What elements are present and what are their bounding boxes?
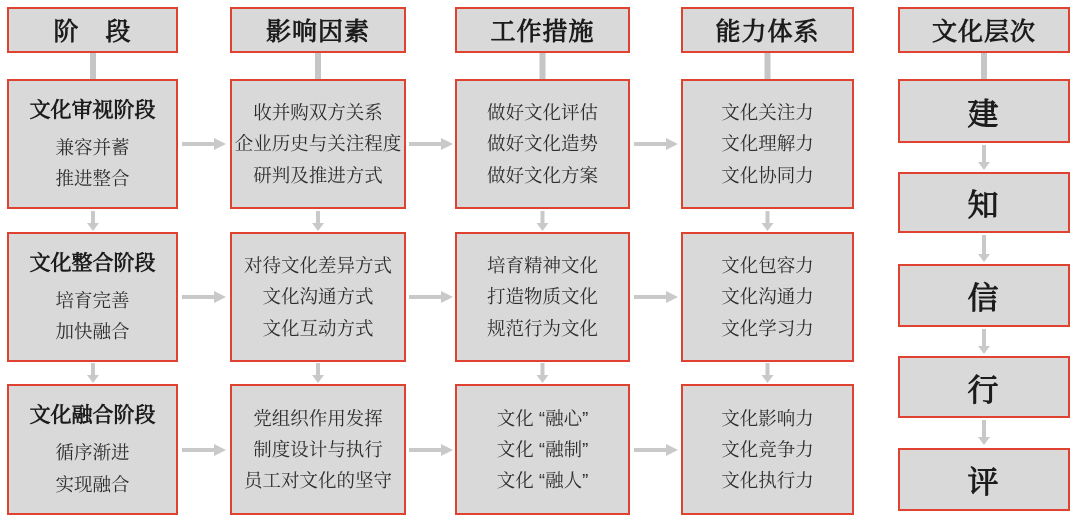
capability-box-2 [681,232,854,362]
capability-box-1 [681,79,854,209]
factors-box-1 [230,79,406,209]
capability-box-3 [681,384,854,515]
stage-box-review [7,79,178,209]
header-connector-lines [90,52,987,80]
capability-line: 文化协同力 [721,164,814,186]
capability-line: 文化执行力 [721,470,814,492]
factors-line: 企业历史与关注程度 [234,133,402,155]
level-box-act: 行 [898,356,1070,418]
factors-line: 员工对文化的坚守 [243,470,392,492]
measures-line: 做好文化方案 [486,164,598,186]
measures-line: 文化 “融制” [496,438,589,460]
stage-line: 培育完善 [55,289,130,311]
level-box-evaluate: 评 [898,448,1070,511]
capability-line: 文化包容力 [721,255,814,277]
measures-line: 培育精神文化 [486,255,598,277]
stage-line: 实现融合 [55,473,130,495]
level-box-build: 建 [898,79,1070,143]
measures-line: 做好文化造势 [486,133,598,155]
capability-line: 文化关注力 [721,102,814,124]
factors-box-2 [230,232,406,362]
level-box-know: 知 [898,172,1070,233]
measures-line: 做好文化评估 [486,102,598,124]
factors-line: 党组织作用发挥 [253,407,383,429]
level-box-believe: 信 [898,264,1070,327]
header-factors: 影响因素 [230,7,406,53]
stage-title: 文化审视阶段 [29,98,156,122]
stage-title: 文化融合阶段 [29,404,156,428]
capability-line: 文化学习力 [721,317,814,339]
stage-line: 加快融合 [55,321,130,342]
measures-box-1 [455,79,630,209]
measures-box-2 [455,232,630,362]
factors-line: 收并购双方关系 [253,102,383,124]
measures-line: 文化 “融心” [496,407,589,429]
factors-line: 对待文化差异方式 [243,255,392,277]
factors-line: 研判及推进方式 [253,164,383,186]
capability-line: 文化沟通力 [721,286,814,308]
stage-title: 文化整合阶段 [29,251,156,275]
down-arrow-icon [87,211,774,383]
factors-box-3 [230,384,406,515]
header-capabilities: 能力体系 [681,7,854,53]
header-stage: 阶 段 [7,7,178,53]
stage-line: 兼容并蓄 [55,136,130,158]
header-culture-levels: 文化层次 [898,7,1070,53]
capability-line: 文化理解力 [721,133,814,155]
header-measures: 工作措施 [455,7,630,53]
measures-line: 打造物质文化 [486,286,598,308]
factors-line: 文化互动方式 [262,317,374,339]
stage-line: 循序渐进 [55,442,130,464]
stage-line: 推进整合 [55,168,130,189]
factors-line: 制度设计与执行 [253,438,383,460]
measures-box-3 [455,384,630,515]
stage-box-integration [7,232,178,362]
measures-line: 文化 “融人” [496,470,589,492]
measures-line: 规范行为文化 [486,317,598,339]
factors-line: 文化沟通方式 [262,286,374,308]
capability-line: 文化竞争力 [721,438,814,460]
stage-box-fusion [7,384,178,515]
capability-line: 文化影响力 [721,407,814,429]
